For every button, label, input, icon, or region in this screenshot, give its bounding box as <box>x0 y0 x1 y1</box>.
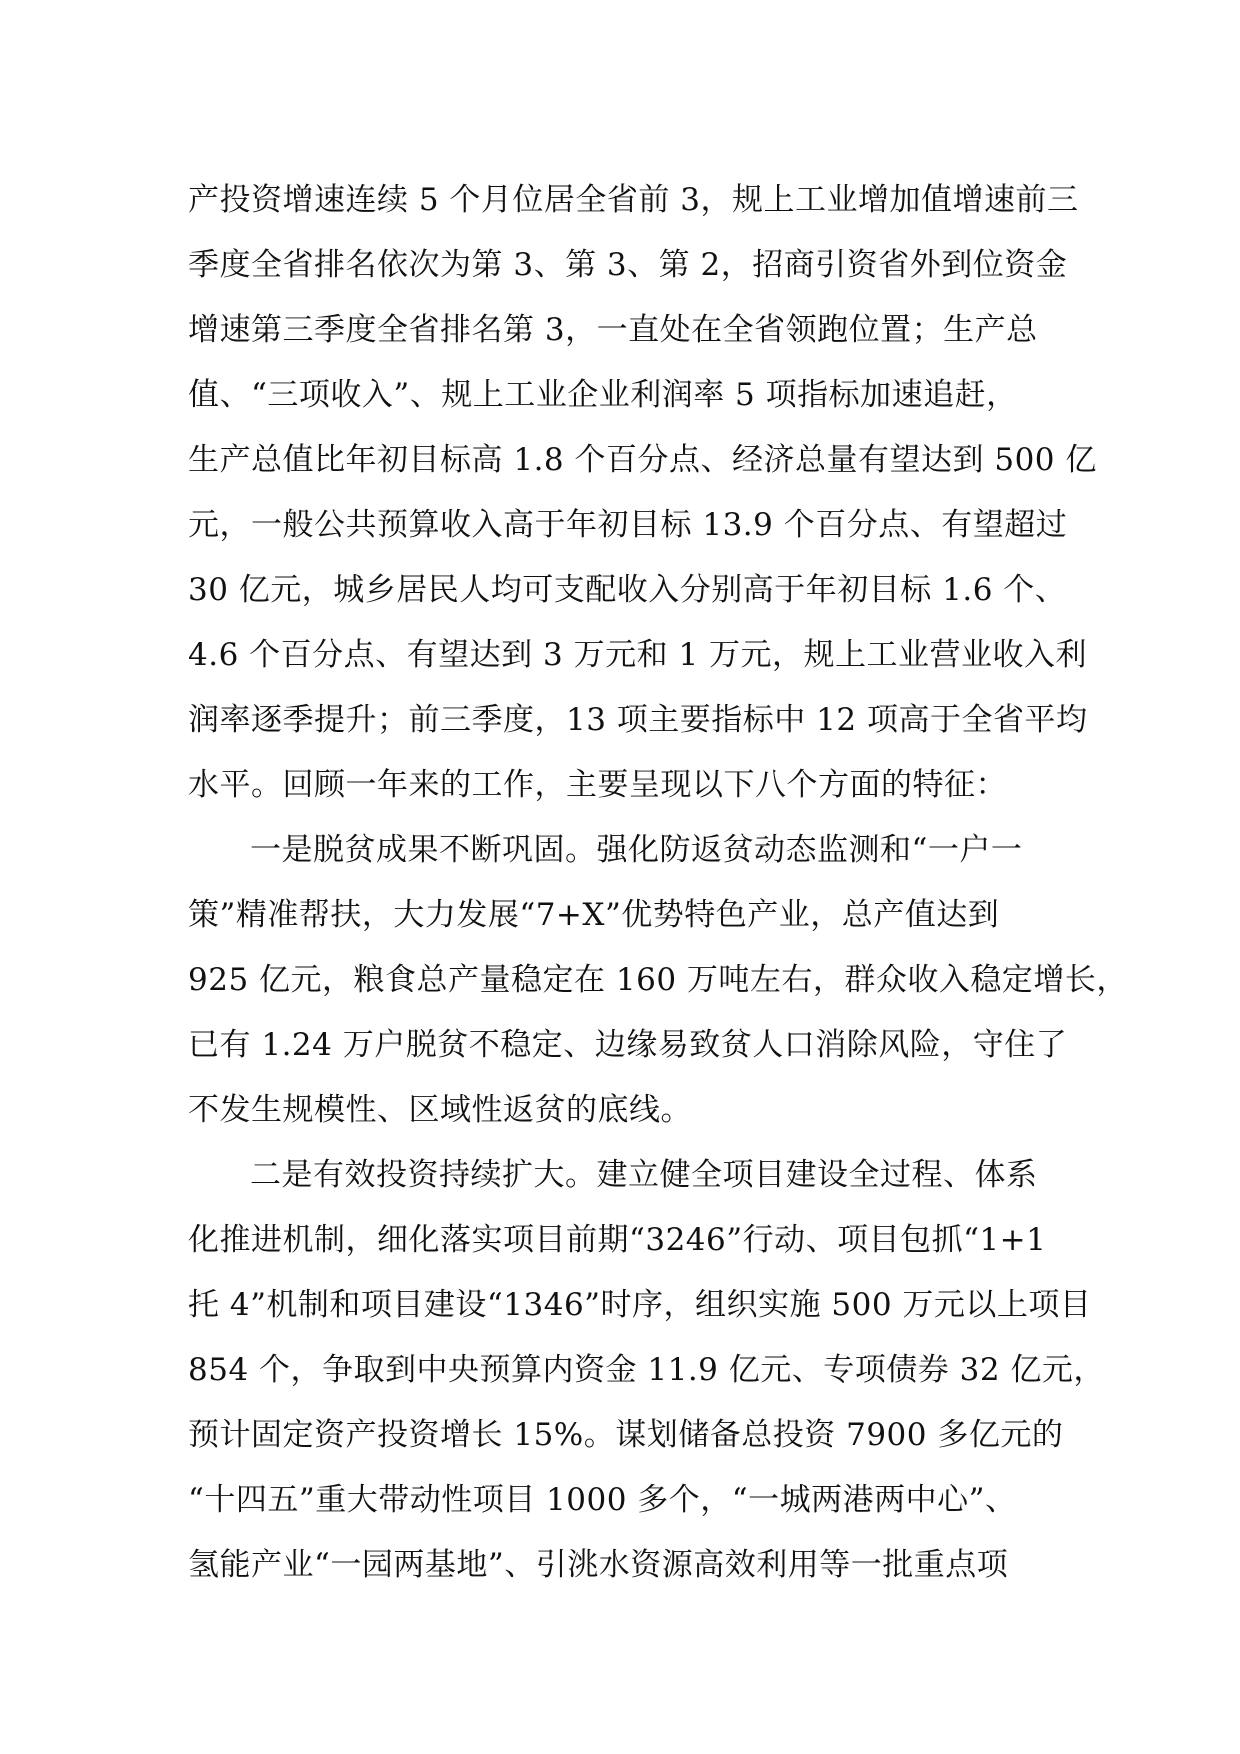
paragraph-first-line: 一是脱贫成果不断巩固。强化防返贫动态监测和“一户一 <box>250 832 1023 868</box>
text-line: 产投资增速连续 5 个月位居全省前 3，规上工业增加值增速前三 <box>188 182 1079 218</box>
text-line: 925 亿元，粮食总产量稳定在 160 万吨左右，群众收入稳定增长， <box>188 962 1128 998</box>
text-line: 854 个，争取到中央预算内资金 11.9 亿元、专项债券 32 亿元， <box>188 1352 1105 1388</box>
text-line: 增速第三季度全省排名第 3，一直处在全省领跑位置；生产总 <box>188 312 1038 348</box>
text-line: 30 亿元，城乡居民人均可支配收入分别高于年初目标 1.6 个、 <box>188 572 1067 608</box>
text-line: 氢能产业“一园两基地”、引洮水资源高效利用等一批重点项 <box>188 1547 1009 1583</box>
text-line: “十四五”重大带动性项目 1000 多个，“一城两港两中心”、 <box>188 1482 1017 1518</box>
text-line: 不发生规模性、区域性返贫的底线。 <box>188 1092 692 1128</box>
body-text <box>188 168 1128 1598</box>
paragraph-first-line: 二是有效投资持续扩大。建立健全项目建设全过程、体系 <box>250 1157 1038 1193</box>
text-line: 润率逐季提升；前三季度，13 项主要指标中 12 项高于全省平均 <box>188 702 1088 738</box>
text-line: 季度全省排名依次为第 3、第 3、第 2，招商引资省外到位资金 <box>188 247 1068 283</box>
text-line: 4.6 个百分点、有望达到 3 万元和 1 万元，规上工业营业收入利 <box>188 637 1088 673</box>
text-line: 已有 1.24 万户脱贫不稳定、边缘易致贫人口消除风险，守住了 <box>188 1027 1068 1063</box>
text-line: 预计固定资产投资增长 15%。谋划储备总投资 7900 多亿元的 <box>188 1417 1064 1453</box>
text-line: 化推进机制，细化落实项目前期“3246”行动、项目包抓“1+1 <box>188 1222 1047 1258</box>
text-line: 策”精准帮扶，大力发展“7+X”优势特色产业，总产值达到 <box>188 897 1000 933</box>
text-line: 生产总值比年初目标高 1.8 个百分点、经济总量有望达到 500 亿 <box>188 442 1097 478</box>
text-line: 水平。回顾一年来的工作，主要呈现以下八个方面的特征： <box>188 767 1007 803</box>
text-line: 托 4”机制和项目建设“1346”时序，组织实施 500 万元以上项目 <box>188 1287 1092 1323</box>
text-line: 值、“三项收入”、规上工业企业利润率 5 项指标加速追赶， <box>188 377 1018 413</box>
text-line: 元，一般公共预算收入高于年初目标 13.9 个百分点、有望超过 <box>188 507 1068 543</box>
